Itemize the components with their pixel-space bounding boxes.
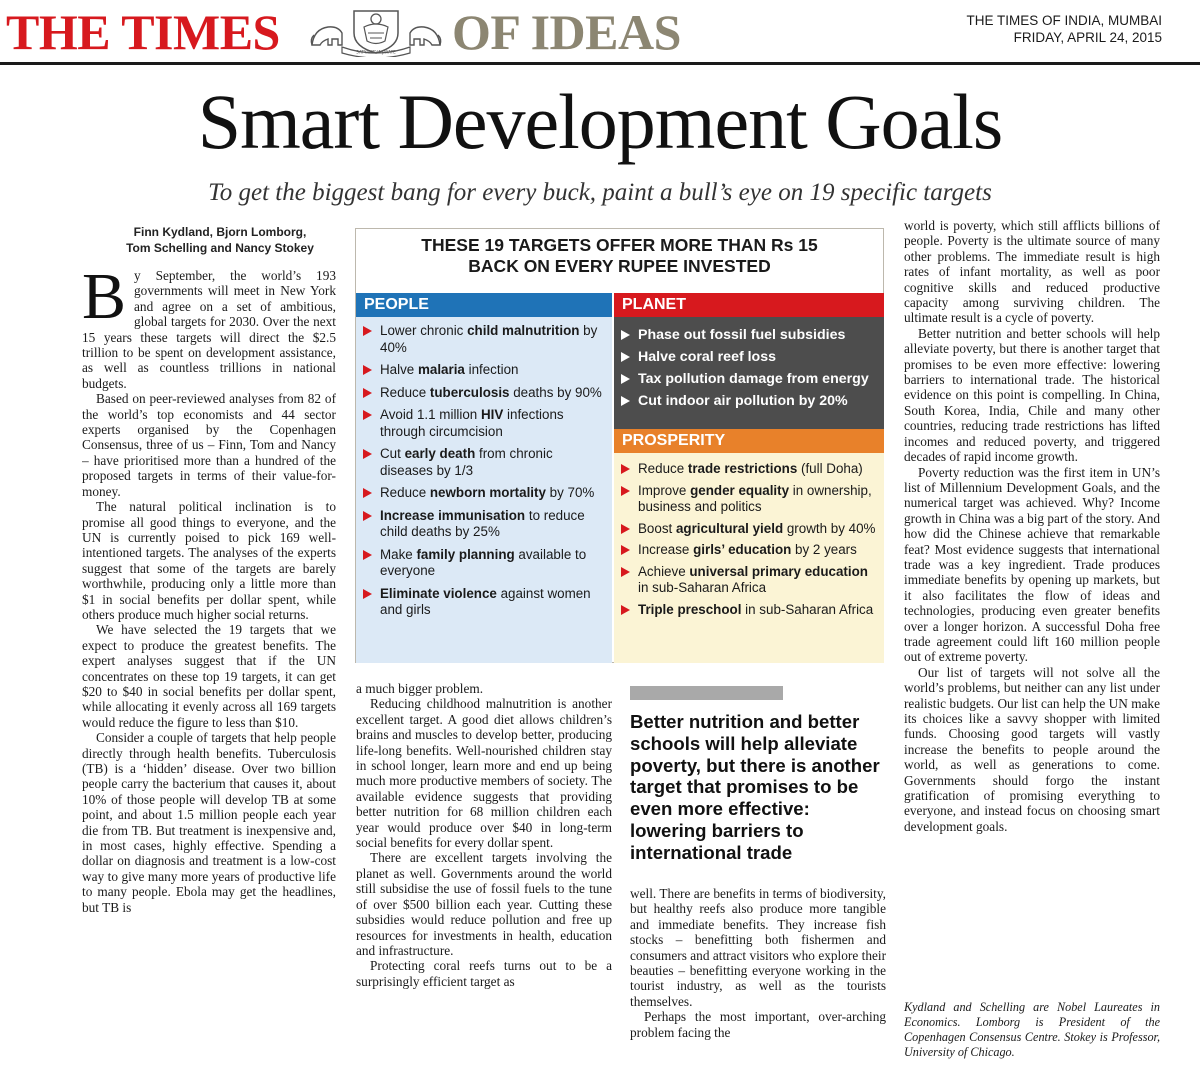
planet-list	[614, 327, 884, 415]
arrow-bullet-icon	[363, 550, 372, 560]
target-keyword: gender equality	[690, 482, 790, 498]
article-paragraph: The natural political inclination is to promise all good things to everyone, and the UN is currently poised to pick 169 well-intentioned targets. The analyses of the experts suggest that some of the targets are barely worthwhile, producing only a little more than $1 in social benefits per dollar spent, while others produce much higher social returns.	[82, 499, 336, 622]
edition-paper: THE TIMES OF INDIA, MUMBAI	[966, 13, 1162, 28]
arrow-bullet-icon	[621, 524, 630, 534]
target-keyword: newborn mortality	[429, 485, 546, 500]
article-paragraph: a much bigger problem.	[356, 681, 484, 696]
target-text-pre: Cut	[380, 446, 405, 461]
planet-section	[614, 317, 884, 429]
target-text-post: in sub-Saharan Africa	[638, 580, 767, 595]
target-keyword: child malnutrition	[467, 323, 580, 338]
target-item	[356, 323, 612, 356]
target-item	[356, 407, 612, 440]
masthead-title-left: THE TIMES	[6, 4, 280, 60]
article-paragraph: Consider a couple of targets that help people directly through health benefits. Tuberculosis (TB) is a ‘hidden’ disease. Over two billion people carry the bacterium that causes it, about 10% of those people will develop TB at some point, and about 1.5 million people each year die from TB. But treatment is inexpensive and, in most cases, highly effective. Spending a dollar on diagnosis and treatment is a low-cost way to give many more years of productive life to many people. Ebola may get the headlines, but TB is	[82, 730, 336, 915]
arrow-bullet-icon	[621, 330, 630, 340]
target-text-post: infection	[464, 362, 519, 377]
crest-motto: SATYAMEVA JAYATE	[356, 49, 396, 55]
target-item	[356, 385, 612, 402]
target-text-pre: Improve	[638, 482, 691, 498]
target-text-post: available to everyone	[380, 546, 587, 578]
target-text-post: from chronic diseases by 1/3	[380, 446, 553, 478]
targets-box	[355, 228, 884, 663]
article-paragraph: Based on peer-reviewed analyses from 82 of the world’s top economists and 44 sector experts organised by the Copenhagen Consensus, three of us – Finn, Tom and Nancy – have prioritised more than a hundred of the proposed targets in terms of their value-for-money.	[82, 391, 336, 499]
target-keyword: Increase immunisation	[380, 507, 526, 523]
prosperity-section	[614, 453, 884, 663]
target-text-pre: Make	[380, 546, 417, 562]
headline: Smart Development Goals	[197, 78, 1003, 165]
target-keyword: trade restrictions	[687, 461, 798, 476]
box-title-line2: BACK ON EVERY RUPEE INVESTED	[468, 256, 771, 276]
target-keyword: Eliminate violence	[380, 585, 497, 601]
target-item	[614, 542, 884, 559]
target-keyword: early death	[404, 446, 476, 461]
arrow-bullet-icon	[621, 605, 630, 615]
article-paragraph: By September, the world’s 193 governments will meet in New York and agree on a set of ambitious, global targets for 2030. Over the next 15 years these targets will direct the $2.5 trillion to be spent on development assistance, as well as countless trillions in national budgets.	[82, 268, 336, 391]
target-text-pre: Achieve	[638, 563, 690, 579]
arrow-bullet-icon	[363, 365, 372, 375]
target-text-post: in ownership, business and politics	[638, 482, 872, 514]
drop-cap: B	[82, 268, 127, 333]
box-title-line1: THESE 19 TARGETS OFFER MORE THAN Rs 15	[421, 235, 818, 255]
target-keyword: malaria	[417, 362, 465, 377]
arrow-bullet-icon	[363, 410, 372, 420]
arrow-bullet-icon	[621, 396, 630, 406]
arrow-bullet-icon	[621, 464, 630, 474]
target-text-pre: Avoid 1.1 million	[380, 407, 481, 422]
target-text-post: to reduce child deaths by 25%	[380, 507, 585, 539]
target-item	[614, 349, 884, 366]
target-keyword: HIV	[480, 407, 504, 422]
target-text-post: by 70%	[545, 485, 595, 500]
article-column-2	[356, 681, 612, 1061]
masthead-rule	[0, 62, 1200, 65]
people-heading: PEOPLE	[356, 293, 612, 317]
edition-date: FRIDAY, APRIL 24, 2015	[1013, 30, 1162, 45]
arrow-bullet-icon	[363, 388, 372, 398]
target-text-post: by 40%	[380, 323, 598, 355]
article-paragraph: Our list of targets will not solve all the world’s problems, but neither can any list under realistic budgets. Our list can help the UN make its choices like a savvy shopper with limited funds. Choosing good targets will vastly increase the benefits to people around the world, as well as generations to come. Governments should forgo the instant gratification of promising everything to everyone, and instead focus on choosing smart development goals.	[904, 664, 1160, 834]
target-item	[356, 586, 612, 619]
author-signoff	[904, 1000, 1160, 1060]
target-text: Cut indoor air pollution by 20%	[638, 393, 848, 409]
article-column-3	[630, 886, 886, 1061]
target-item	[356, 508, 612, 541]
arrow-bullet-icon	[621, 567, 630, 577]
target-text-post: (full Doha)	[797, 461, 863, 476]
target-text-post: deaths by 90%	[509, 384, 602, 400]
byline	[110, 224, 330, 256]
target-text-post: infections through circumcision	[380, 407, 564, 439]
target-item	[356, 446, 612, 479]
target-keyword: tuberculosis	[429, 384, 510, 400]
edition-info	[966, 12, 1162, 46]
target-text-pre: Increase	[638, 542, 694, 557]
target-text-pre: Halve	[380, 362, 418, 377]
planet-heading: PLANET	[614, 293, 884, 317]
masthead	[0, 0, 1200, 62]
target-text: Halve coral reef loss	[638, 349, 777, 365]
target-text-pre: Reduce	[380, 384, 430, 400]
article-paragraph: Protecting coral reefs turns out to be a surprisingly efficient target as	[356, 958, 612, 989]
article-paragraph: Poverty reduction was the first item in UN’s list of Millennium Development Goals, and the numerical target was achieved. Why? Income growth in China was a big part of the story. And how did the Chinese achieve that remarkable feat? Most evidence suggests that international trade was a key ingredient. Trade produces immediate benefits by opening up markets, but it also facilitates the flow of ideas and technologies, producing even greater benefits over a longer horizon. A successful Doha free trade agreement could lift 160 million people out of extreme poverty.	[904, 464, 1160, 665]
target-item	[614, 327, 884, 344]
target-item	[614, 521, 884, 538]
target-text: Tax pollution damage from energy	[638, 371, 869, 387]
prosperity-list	[614, 461, 884, 623]
article-paragraph: well. There are benefits in terms of biodiversity, but healthy reefs also produce more tangible and immediate benefits. They increase fish stocks – benefitting both fishermen and consumers and attract visitors who explore their beauties – benefitting everyone working in the tourist industry, as well as the tourists themselves.	[630, 886, 886, 1009]
article-paragraph: Better nutrition and better schools will help alleviate poverty, but there is another target that promises to be even more effective: lowering barriers to international trade. The historical evidence on this point is compelling. In China, South Korea, India, Chile and many other countries, reducing trade restrictions has lifted incomes and reduced poverty, and triggered decades of rapid income growth.	[904, 325, 1160, 465]
target-item	[614, 393, 884, 410]
byline-line2: Tom Schelling and Nancy Stokey	[126, 241, 314, 255]
target-text-post: in sub-Saharan Africa	[741, 601, 874, 617]
target-item	[614, 602, 884, 619]
target-item	[614, 461, 884, 478]
target-text-post: growth by 40%	[783, 520, 876, 536]
article-paragraph: Reducing childhood malnutrition is another excellent target. A good diet allows children’s brains and muscles to develop better, producing life-long benefits. Well-nourished children stay in school longer, learn more and end up being much more productive members of society. The available evidence suggests that providing better nutrition for 68 million children each year would produce over $40 in long-term social benefits for every dollar spent.	[356, 696, 612, 851]
target-item	[356, 362, 612, 379]
arrow-bullet-icon	[621, 374, 630, 384]
arrow-bullet-icon	[363, 511, 372, 521]
target-item	[614, 564, 884, 597]
target-text-post: against women and girls	[380, 585, 591, 617]
target-item	[614, 483, 884, 516]
arrow-bullet-icon	[621, 352, 630, 362]
target-item	[356, 547, 612, 580]
byline-line1: Finn Kydland, Bjorn Lomborg,	[133, 225, 307, 239]
people-section	[356, 317, 612, 663]
target-keyword: girls’ education	[693, 542, 792, 557]
masthead-title-right: OF IDEAS	[452, 4, 681, 60]
article-paragraph: There are excellent targets involving the planet as well. Governments around the world still subsidise the use of fossil fuels to the tune of over $500 billion each year. Cutting these subsidies would reduce pollution and free up resources for investments in health, education and infrastructure.	[356, 850, 612, 958]
target-text-pre: Reduce	[380, 485, 430, 500]
target-text-pre: Reduce	[638, 461, 688, 476]
article-column-1	[82, 268, 336, 1068]
arrow-bullet-icon	[363, 488, 372, 498]
target-text-post: by 2 years	[791, 542, 857, 557]
people-list	[356, 323, 612, 625]
target-text-pre: Lower chronic	[380, 323, 468, 338]
article-paragraph: Perhaps the most important, over-arching problem facing the	[630, 1009, 886, 1040]
deck-subheadline: To get the biggest bang for every buck, paint a bull’s eye on 19 specific targets	[208, 179, 992, 206]
target-keyword: family planning	[416, 546, 515, 562]
article-paragraph: world is poverty, which still afflicts billions of people. Poverty is the ultimate source of many other problems. The immediate result is high rates of infant mortality, as well as poor cognitive skills and reduced productive capacity among surviving children. The ultimate result is a cycle of poverty.	[904, 218, 1160, 326]
arrow-bullet-icon	[363, 449, 372, 459]
target-item	[614, 371, 884, 388]
arrow-bullet-icon	[621, 486, 630, 496]
arrow-bullet-icon	[621, 545, 630, 555]
target-keyword: agricultural yield	[675, 520, 784, 536]
target-keyword: Triple preschool	[638, 601, 742, 617]
prosperity-heading: PROSPERITY	[614, 429, 884, 453]
target-text-pre: Boost	[638, 520, 676, 536]
pullquote-bar	[630, 686, 783, 700]
article-paragraph: We have selected the 19 targets that we expect to produce the greatest benefits. The expert analyses suggest that if the UN concentrates on these top 19 targets, it can get $20 to $40 in social benefits per dollar spent, while allocating it evenly across all 169 targets would reduce the figure to less than $10.	[82, 622, 336, 730]
pullquote: Better nutrition and better schools will help alleviate poverty, but there is another target that promises to be even more effective: lowering barriers to international trade	[630, 711, 880, 863]
article-column-4	[904, 218, 1160, 1018]
arrow-bullet-icon	[363, 326, 372, 336]
signoff-text: Kydland and Schelling are Nobel Laureates in Economics. Lomborg is President of the Copenhagen Consensus Centre. Stokey is Professor, University of Chicago.	[904, 1000, 1160, 1059]
arrow-bullet-icon	[363, 589, 372, 599]
emblem-crest-icon	[306, 5, 446, 57]
target-keyword: universal primary education	[689, 563, 868, 579]
target-text: Phase out fossil fuel subsidies	[638, 327, 846, 343]
target-item	[356, 485, 612, 502]
box-title	[356, 235, 883, 277]
